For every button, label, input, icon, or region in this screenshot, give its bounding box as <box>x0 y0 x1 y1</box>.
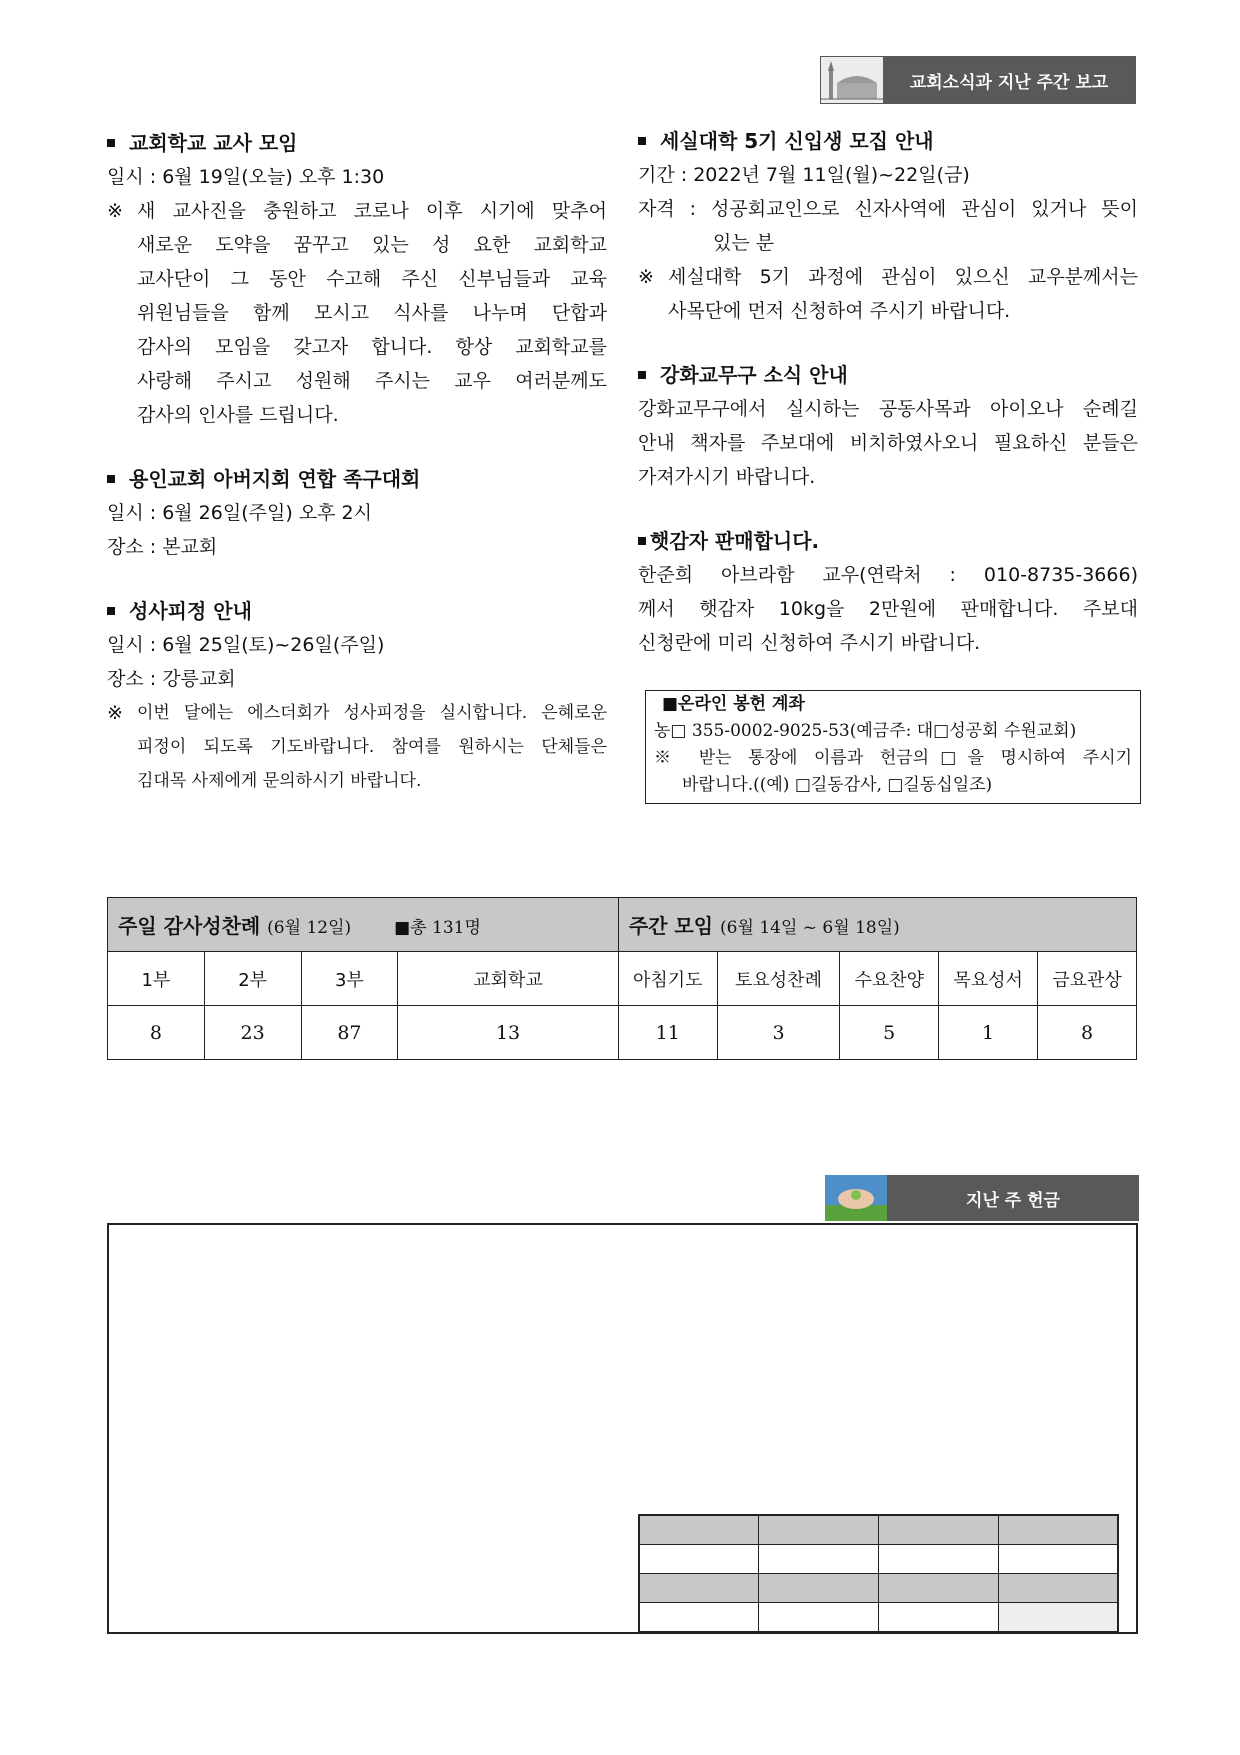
table-cell: 교회학교 <box>398 952 619 1006</box>
table-cell: 수요찬양 <box>840 952 939 1006</box>
online-offering-note: ※ 받는 통장에 이름과 헌금의□을 명시하여 주시기 <box>654 748 1132 768</box>
table-cell: 금요관상 <box>1038 952 1137 1006</box>
note-line: 사랑해 주시고 성원해 주시는 교우 여러분께도 <box>137 370 607 392</box>
table-row <box>639 1545 1118 1574</box>
bullet-icon <box>638 137 646 145</box>
left-column <box>107 126 607 798</box>
cecil-qualification: 자격 : 성공회교인으로 신자사역에 관심이 있거나 뜻이 <box>638 198 1138 220</box>
section-title-cecil-college: 세실대학 5기 신입생 모집 안내 <box>638 124 1138 158</box>
section-title-potato: 햇감자 판매합니다. <box>638 524 1138 558</box>
section-title-teacher-meeting: 교회학교 교사 모임 <box>107 126 607 160</box>
note-line: 세실대학 5기 과정에 관심이 있으신 교우분께서는 <box>668 266 1138 288</box>
teacher-meeting-date: 일시 : 6월 19일(오늘) 오후 1:30 <box>107 166 385 188</box>
attendance-header-row <box>108 898 1137 952</box>
table-cell: 8 <box>1038 1006 1137 1060</box>
cecil-note <box>638 260 1138 328</box>
table-cell: 11 <box>618 1006 717 1060</box>
table-cell: 토요성찬례 <box>717 952 840 1006</box>
weekly-title: 주간 모임 <box>628 914 714 938</box>
retreat-date: 일시 : 6월 25일(토)~26일(주일) <box>107 634 385 656</box>
ganghwa-line: 강화교무구에서 실시하는 공동사목과 아이오나 순례길 <box>638 398 1138 420</box>
table-row <box>639 1515 1118 1545</box>
section-title-football: 용인교회 아버지회 연합 족구대회 <box>107 462 607 496</box>
table-cell: 5 <box>840 1006 939 1060</box>
teacher-meeting-note <box>107 194 607 432</box>
bullet-icon <box>107 139 115 147</box>
note-line: 감사의 인사를 드립니다. <box>137 404 339 426</box>
table-cell: 1부 <box>108 952 205 1006</box>
note-line: 사목단에 먼저 신청하여 주시기 바랍니다. <box>668 300 1011 322</box>
potato-line: 신청란에 미리 신청하여 주시기 바랍니다. <box>638 632 981 654</box>
ganghwa-line: 가져가시기 바랍니다. <box>638 466 816 488</box>
table-cell: 2부 <box>204 952 301 1006</box>
note-mark: ※ <box>107 702 123 724</box>
section-header-label: 교회소식과 지난 주간 보고 <box>883 57 1135 103</box>
table-cell: 23 <box>204 1006 301 1060</box>
online-offering-account: 농□ 355-0002-9025-53(예금주: 대□성공회 수원교회) <box>654 721 1077 741</box>
table-cell: 87 <box>301 1006 398 1060</box>
online-offering-title: ■온라인 봉헌 계좌 <box>662 694 805 714</box>
table-cell: 3부 <box>301 952 398 1006</box>
offering-table <box>638 1514 1119 1633</box>
bullet-icon <box>638 537 646 545</box>
note-mark: ※ <box>638 266 654 288</box>
note-line: 피정이 되도록 기도바랍니다. 참여를 원하시는 단체들은 <box>137 737 607 757</box>
sunday-title: 주일 감사성찬례 <box>118 914 261 938</box>
online-offering-box <box>645 690 1141 804</box>
potato-line: 한준희 아브라함 교우(연락처 : 010-8735-3666) <box>638 564 1138 586</box>
table-cell: 13 <box>398 1006 619 1060</box>
right-column <box>638 124 1138 660</box>
sunday-date: (6월 12일) <box>267 918 352 938</box>
section-header-label: 지난 주 헌금 <box>887 1175 1139 1221</box>
section-header-church-news <box>820 56 1136 104</box>
sunday-header <box>108 898 619 952</box>
bullet-icon <box>107 475 115 483</box>
note-line: 이번 달에는 에스더회가 성사피정을 실시합니다. 은혜로운 <box>137 703 607 723</box>
note-line: 새 교사진을 충원하고 코로나 이후 시기에 맞추어 <box>137 200 607 222</box>
online-offering-note-cont: 바랍니다.((예) □길동감사, □길동십일조) <box>682 775 993 795</box>
table-cell: 목요성서 <box>939 952 1038 1006</box>
weekly-header <box>618 898 1136 952</box>
table-cell: 8 <box>108 1006 205 1060</box>
section-title-retreat: 성사피정 안내 <box>107 594 607 628</box>
football-date: 일시 : 6월 26일(주일) 오후 2시 <box>107 502 372 524</box>
ganghwa-line: 안내 책자를 주보대에 비치하였사오니 필요하신 분들은 <box>638 432 1138 454</box>
potato-line: 께서 햇감자 10kg을 2만원에 판매합니다. 주보대 <box>638 598 1138 620</box>
table-row <box>639 1603 1118 1633</box>
attendance-values-row <box>108 1006 1137 1060</box>
retreat-note <box>107 696 607 798</box>
table-cell: 3 <box>717 1006 840 1060</box>
note-line: 위원님들을 함께 모시고 식사를 나누며 단합과 <box>137 302 607 324</box>
sunday-total: ■총 131명 <box>394 918 481 938</box>
table-row <box>639 1574 1118 1603</box>
cecil-period: 기간 : 2022년 7월 11일(월)~22일(금) <box>638 164 970 186</box>
note-line: 김대목 사제에게 문의하시기 바랍니다. <box>137 771 422 791</box>
section-title-ganghwa: 강화교무구 소식 안내 <box>638 358 1138 392</box>
cecil-qualification-cont: 있는 분 <box>713 232 775 254</box>
attendance-columns-row <box>108 952 1137 1006</box>
table-cell: 1 <box>939 1006 1038 1060</box>
retreat-place: 장소 : 강릉교회 <box>107 668 236 690</box>
bullet-icon <box>107 607 115 615</box>
attendance-table <box>107 897 1137 1060</box>
weekly-date: (6월 14일 ~ 6월 18일) <box>720 918 900 938</box>
note-mark: ※ <box>107 200 123 222</box>
section-header-offering <box>825 1175 1139 1221</box>
football-place: 장소 : 본교회 <box>107 536 218 558</box>
note-line: 감사의 모임을 갖고자 합니다. 항상 교회학교를 <box>137 336 607 358</box>
table-cell: 아침기도 <box>618 952 717 1006</box>
note-line: 교사단이 그 동안 수고해 주신 신부님들과 교육 <box>137 268 607 290</box>
note-line: 새로운 도약을 꿈꾸고 있는 성 요한 교회학교 <box>137 234 607 256</box>
church-photo-icon <box>821 57 883 103</box>
bullet-icon <box>638 371 646 379</box>
hands-photo-icon <box>825 1175 887 1221</box>
